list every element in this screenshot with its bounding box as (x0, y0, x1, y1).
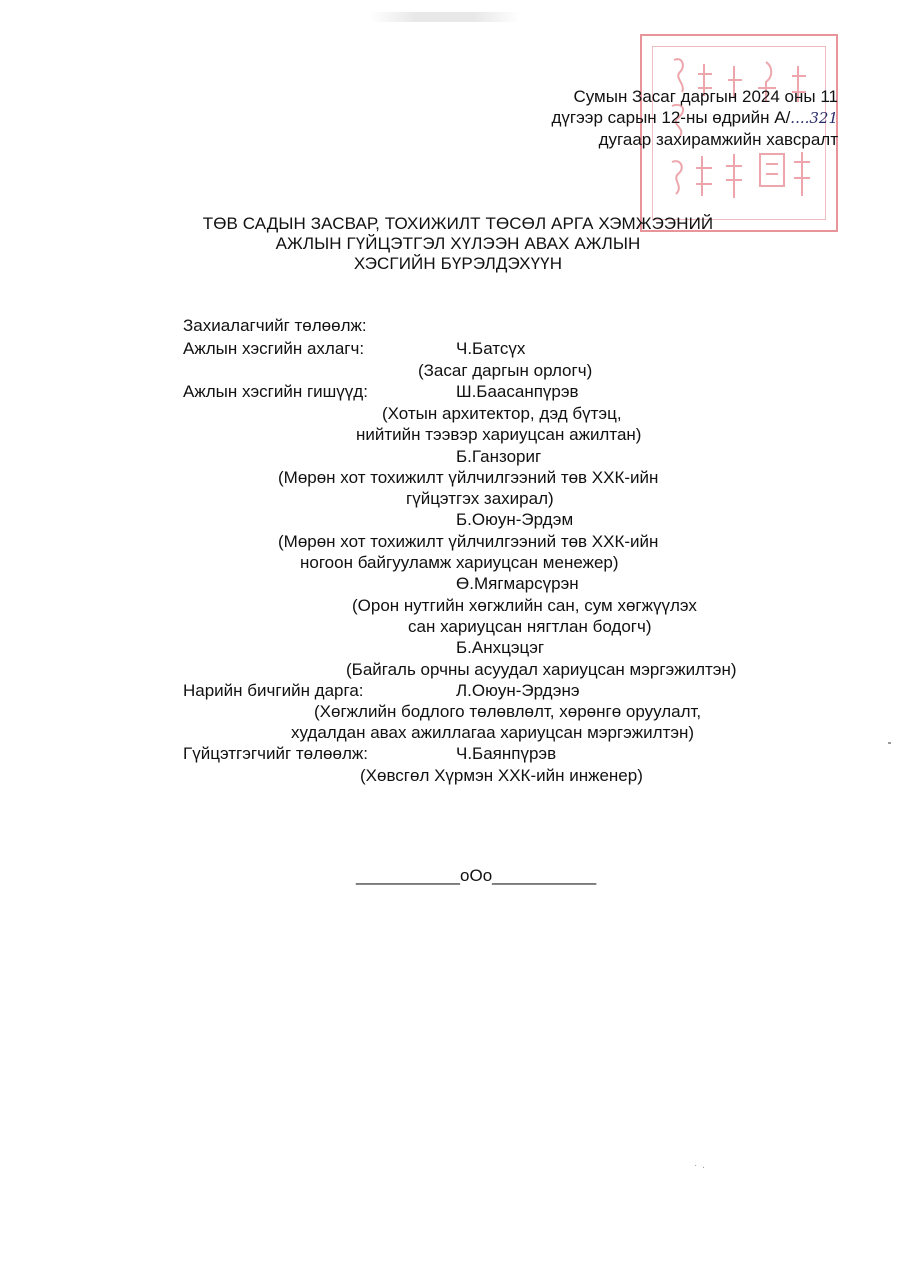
title-line-1: ТӨВ САДЫН ЗАСВАР, ТОХИЖИЛТ ТӨСӨЛ АРГА ХЭМЖЭЭНИЙ (202, 214, 714, 233)
member-5-position-line-1: (Байгаль орчны асуудал хариуцсан мэргэжилтэн) (346, 660, 737, 679)
closing-separator (356, 866, 596, 886)
secretary-position-line-1: (Хөгжлийн бодлого төлөвлөлт, хөрөнгө оруулалт, (314, 702, 702, 721)
annex-line-1: Сумын Засаг даргын 2024 оны 11 (573, 87, 838, 106)
document-title (150, 214, 766, 274)
member-4-position-line-1: (Орон нутгийн хөгжлийн сан, сум хөгжүүлэх (352, 596, 697, 615)
separator-rule-left: ___________ (356, 866, 461, 885)
secretary-name: Л.Оюун-Эрдэнэ (456, 681, 580, 700)
members-role: Ажлын хэсгийн гишүүд: (183, 382, 368, 401)
member-4-position-line-2: сан хариуцсан нягтлан бодогч) (408, 617, 652, 636)
title-line-2: АЖЛЫН ГҮЙЦЭТГЭЛ ХҮЛЭЭН АВАХ АЖЛЫН (275, 234, 641, 253)
member-2-position-line-2: гүйцэтгэх захирал) (406, 489, 554, 508)
member-2-position-line-1: (Мөрөн хот тохижилт үйлчилгээний төв ХХК-ийн (278, 468, 659, 487)
member-4-name: Ө.Мягмарсүрэн (456, 574, 579, 593)
edge-speck (888, 742, 891, 744)
leader-position: (Засаг даргын орлогч) (418, 361, 593, 380)
leader-name: Ч.Батсүх (456, 339, 526, 358)
contractor-position-line-1: (Хөвсгөл Хүрмэн ХХК-ийн инженер) (360, 766, 643, 785)
member-1-position-line-1: (Хотын архитектор, дэд бүтэц, (382, 404, 622, 423)
member-2-name: Б.Ганзориг (456, 447, 542, 466)
member-1-position-line-2: нийтийн тээвэр хариуцсан ажилтан) (356, 425, 642, 444)
member-3-name: Б.Оюун-Эрдэм (456, 510, 574, 529)
annex-line-2-text: дүгээр сарын 12-ны өдрийн А/ (551, 108, 791, 127)
scan-speck: · . (694, 1160, 706, 1171)
contractor-role: Гүйцэтгэгчийг төлөөлж: (183, 744, 368, 763)
leader-role: Ажлын хэсгийн ахлагч: (183, 339, 365, 358)
member-1-name: Ш.Баасанпүрэв (456, 382, 579, 401)
separator-mark: oOo (460, 866, 493, 885)
client-representative-label: Захиалагчийг төлөөлж: (183, 316, 367, 335)
member-5-name: Б.Анхцэцэг (456, 638, 545, 657)
title-line-3: ХЭСГИЙН БҮРЭЛДЭХҮҮН (353, 254, 563, 273)
secretary-role: Нарийн бичгийн дарга: (183, 681, 364, 700)
member-3-position-line-2: ногоон байгууламж хариуцсан менежер) (300, 553, 619, 572)
handwritten-number: ....321 (790, 109, 838, 127)
scan-artifact (370, 12, 520, 22)
separator-rule-right: ___________ (492, 866, 597, 885)
member-3-position-line-1: (Мөрөн хот тохижилт үйлчилгээний төв ХХК-ийн (278, 532, 659, 551)
annex-reference (500, 86, 838, 150)
secretary-position-line-2: худалдан авах ажиллагаа хариуцсан мэргэжилтэн) (291, 723, 695, 742)
annex-line-3: дугаар захирамжийн хавсралт (598, 130, 838, 149)
contractor-name: Ч.Баянпүрэв (456, 744, 557, 763)
annex-line-2 (500, 107, 838, 129)
